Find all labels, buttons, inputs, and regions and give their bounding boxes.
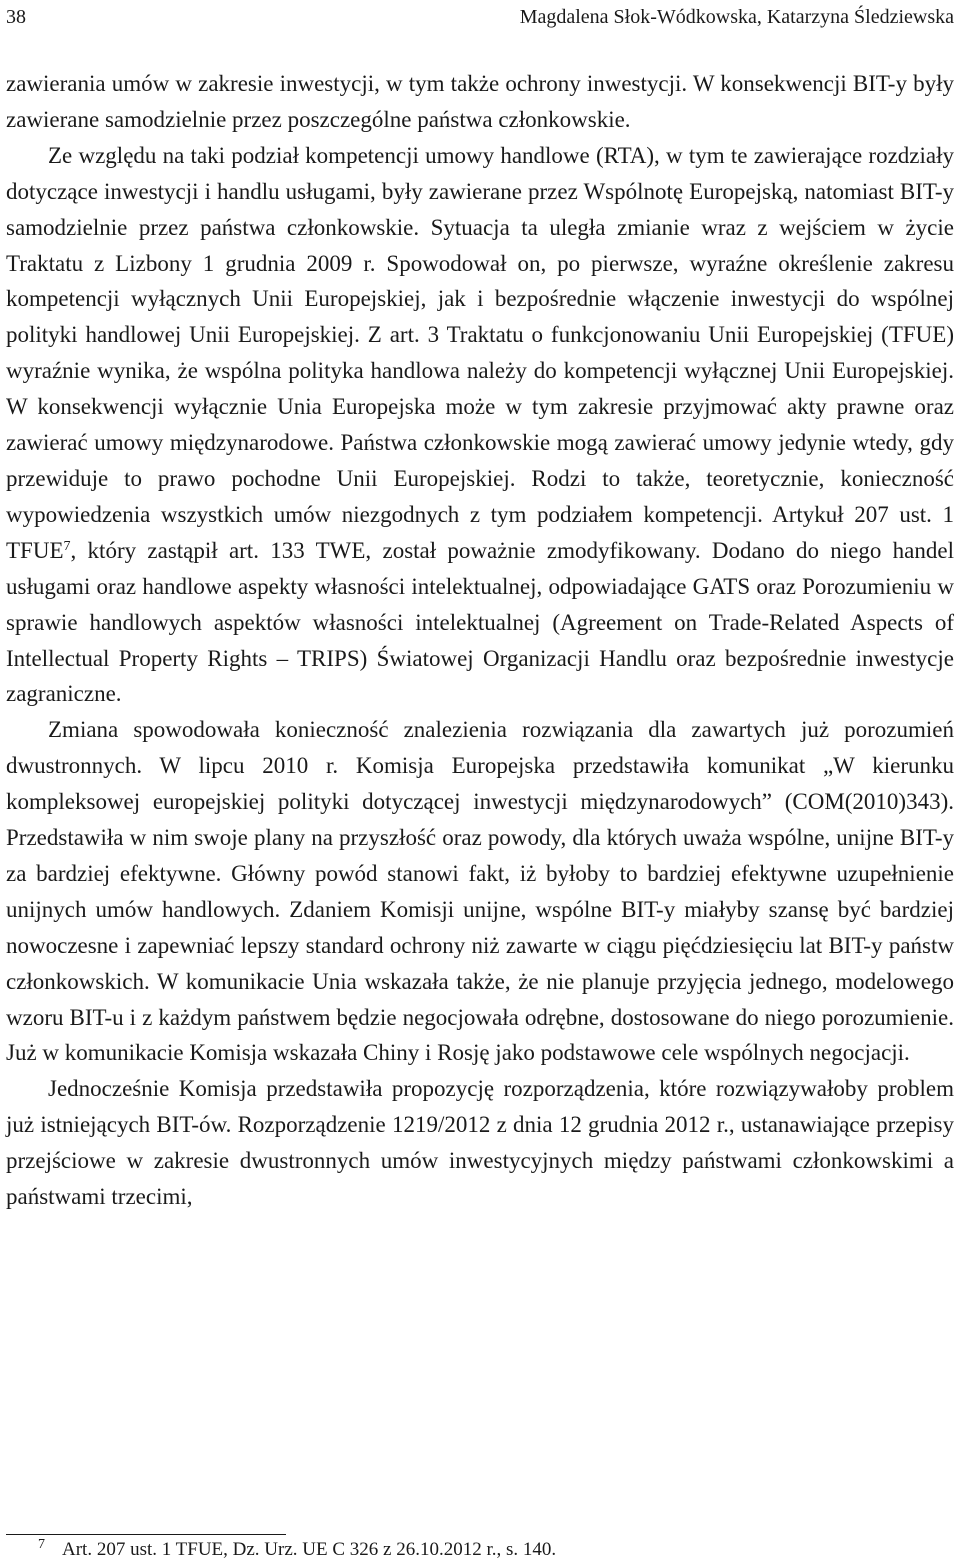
page-number: 38 (6, 6, 26, 28)
footnote-7: 7 Art. 207 ust. 1 TFUE, Dz. Urz. UE C 326 z 26.10.2012 r., s. 140. (38, 1537, 557, 1560)
footnote-text: Art. 207 ust. 1 TFUE, Dz. Urz. UE C 326 z 26.10.2012 r., s. 140. (62, 1539, 557, 1560)
footnote-reference[interactable]: 7 (63, 538, 71, 554)
footnote-divider (6, 1534, 286, 1535)
paragraph-commission-communication: Zmiana spowodowała konieczność znalezienia rozwiązania dla zawartych już porozumień dwustronnych. W lipcu 2010 r. Komisja Europejska przedstawiła komunikat „W kierunku kompleksowej europejskiej polityki dotyczącej inwestycji międzynarodowych” (COM(2010)343). Przedstawiła w nim swoje plany na przyszłość oraz powody, dla których uważa wspólne, unijne BIT-y za bardziej efektywne. Główny powód stanowi fakt, iż byłoby to bardziej efektywne uzupełnienie unijnych umów handlowych. Zdaniem Komisji unijne, wspólne BIT-y miałyby szansę być bardziej nowoczesne i zapewniać lepszy standard ochrony niż zawarte w ciągu pięćdziesięciu lat BIT-y państw członkowskich. W komunikacie Unia wskazała także, że nie planuje przyjęcia jednego, modelowego wzoru BIT-u i z każdym państwem będzie negocjowała odrębne, dostosowane do niego porozumienie. Już w komunikacie Komisja wskazała Chiny i Rosję jako podstawowe cele wspólnych negocjacji. (6, 717, 954, 1066)
paragraph-competences (6, 138, 954, 713)
paragraph-competences-text-a: Ze względu na taki podział kompetencji umowy handlowe (RTA), w tym te zawierające rozdziały dotyczące inwestycji i handlu usługami, były zawierane przez Wspólnotę Europejską, natomiast BIT-y samodzielnie przez państwa członkowskie. Sytuacja ta uległa zmianie wraz z wejściem w życie Traktatu z Lizbony 1 grudnia 2009 r. Spowodował on, po pierwsze, wyraźne określenie zakresu kompetencji wyłącznych Unii Europejskiej, jak i bezpośrednie włączenie inwestycji do wspólnej polityki handlowej Unii Europejskiej. Z art. 3 Traktatu o funkcjonowaniu Unii Europejskiej (TFUE) wyraźnie wynika, że wspólna polityka handlowa należy do kompetencji wyłącznej Unii Europejskiej. W konsekwencji wyłącznie Unia Europejska może w tym zakresie przyjmować akty prawne oraz zawierać umowy międzynarodowe. Państwa członkowskie mogą zawierać umowy jedynie wtedy, gdy przewiduje to prawo pochodne Unii Europejskiej. Rodzi to także, teoretycznie, konieczność wypowiedzenia wszystkich umów niezgodnych z tym podziałem kompetencji. Artykuł 207 ust. 1 TFUE (6, 142, 954, 563)
paragraph-competences-text-b: , który zastąpił art. 133 TWE, został poważnie zmodyfikowany. Dodano do niego handel usługami oraz handlowe aspekty własności intelektualnej, odpowiadające GATS oraz Porozumieniu w sprawie handlowych aspektów własności intelektualnej (Agreement on Trade-Related Aspects of Intellectual Property Rights – TRIPS) Światowej Organizacji Handlu oraz bezpośrednie inwestycje zagraniczne. (6, 537, 954, 707)
paragraph-continuation: zawierania umów w zakresie inwestycji, w tym także ochrony inwestycji. W konsekwencji BIT-y były zawierane samodzielnie przez poszczególne państwa członkowskie. (6, 71, 954, 132)
body-text (6, 66, 954, 1215)
running-head-authors: Magdalena Słok-Wódkowska, Katarzyna Śledziewska (519, 6, 954, 28)
paragraph-regulation: Jednocześnie Komisja przedstawiła propozycję rozporządzenia, które rozwiązywałoby problem już istniejących BIT-ów. Rozporządzenie 1219/2012 z dnia 12 grudnia 2012 r., ustanawiające przepisy przejściowe w zakresie dwustronnych umów inwestycyjnych między państwami członkowskimi a państwami trzecimi, (6, 1076, 954, 1210)
page-header (6, 2, 954, 32)
